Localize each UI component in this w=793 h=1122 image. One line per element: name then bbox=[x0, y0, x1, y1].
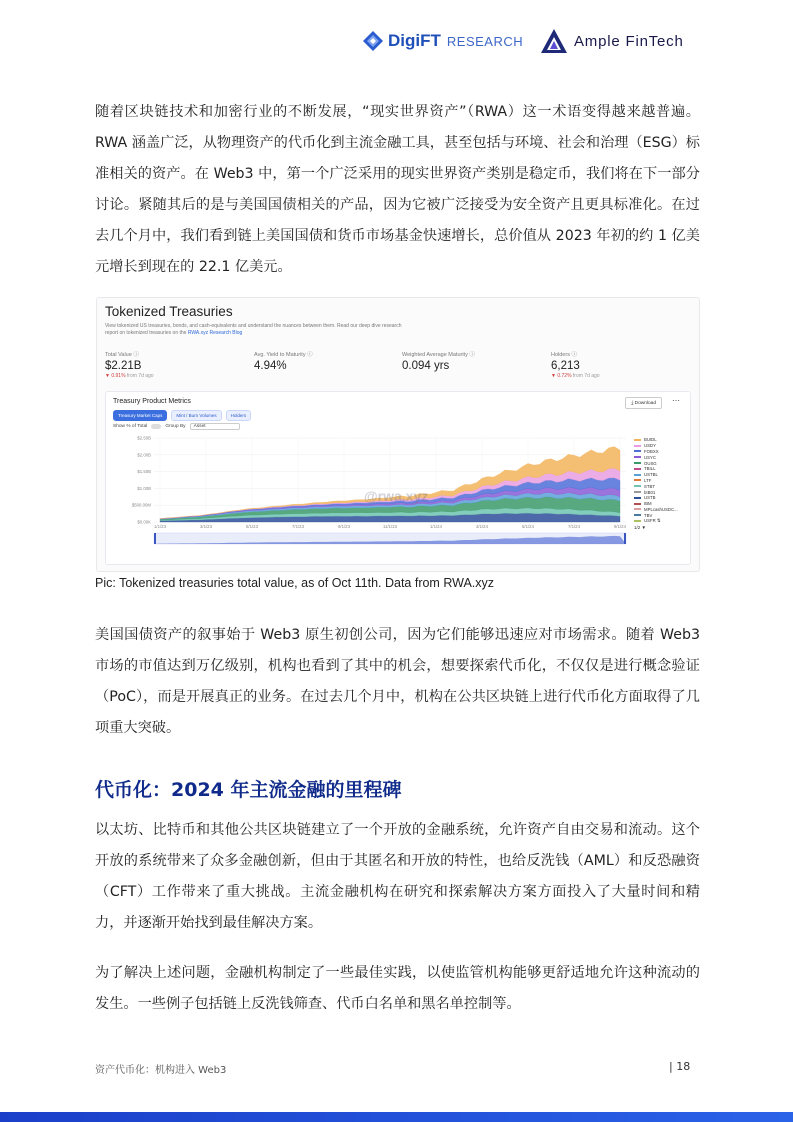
digift-research-label: RESEARCH bbox=[446, 33, 524, 49]
narrative-paragraph: 美国国债资产的叙事始于 Web3 原生初创公司，因为它们能够迅速应对市场需求。随着 Web3 市场的市值达到万亿级别，机构也看到了其中的机会，想要探索代币化，不仅仅是进行概念验证（PoC），而是开展真正的业务。在过去几个月中，机构在公共区块链上进行代币化方面取得了几项重大突破。 bbox=[95, 627, 700, 736]
ample-triangle-icon bbox=[540, 28, 568, 54]
digift-logo bbox=[362, 30, 523, 52]
x-tick-label: 5/1/23 bbox=[246, 524, 258, 529]
stat-holders bbox=[551, 350, 600, 379]
legend-label: bIB01 bbox=[644, 489, 656, 495]
more-options-icon[interactable]: ⋯ bbox=[672, 396, 680, 405]
x-tick-label: 9/1/24 bbox=[614, 524, 626, 529]
delta-value: ▼ 0.91% bbox=[105, 373, 126, 379]
tab-market-caps[interactable]: Treasury Market Caps bbox=[113, 410, 167, 421]
legend-swatch bbox=[634, 520, 641, 522]
legend-swatch bbox=[634, 514, 641, 516]
legend-label: STBT bbox=[644, 483, 655, 489]
legend-swatch bbox=[634, 508, 641, 510]
tab-holders[interactable]: Holders bbox=[226, 410, 252, 421]
stat-value: 4.94% bbox=[254, 360, 287, 372]
stat-label: Weighted Average Maturity ⓘ bbox=[402, 352, 475, 358]
page-header bbox=[362, 28, 702, 60]
stat-value: 6,213 bbox=[551, 360, 580, 372]
range-slider-handle-right bbox=[624, 533, 626, 544]
stat-value: $2.21B bbox=[105, 360, 142, 372]
x-tick-label: 3/1/23 bbox=[200, 524, 212, 529]
stat-label: Holders ⓘ bbox=[551, 352, 577, 358]
delta-note: from 7d ago bbox=[126, 373, 154, 379]
market-cap-area-chart bbox=[106, 392, 690, 564]
section-heading: 代币化：2024 年主流金融的里程碑 bbox=[95, 779, 402, 801]
y-tick-label: $1.00B bbox=[137, 485, 151, 491]
group-by-label: Group By bbox=[165, 424, 186, 429]
legend-label: FOBXX bbox=[644, 448, 659, 454]
legend-pagination[interactable]: 1/2 ▼ bbox=[634, 524, 646, 530]
legend-label: USYC bbox=[644, 454, 656, 460]
stat-value: 0.094 yrs bbox=[402, 360, 450, 372]
legend-item[interactable] bbox=[634, 518, 690, 524]
delta-value: ▼ 0.72% bbox=[551, 373, 572, 379]
y-tick-label: $2.50B bbox=[137, 435, 151, 441]
legend-label: USDY bbox=[644, 443, 656, 449]
footer-title: 资产代币化：机构进入 Web3 bbox=[95, 1065, 227, 1076]
x-tick-label: 1/1/24 bbox=[430, 524, 442, 529]
legend-label: TBILL bbox=[644, 466, 656, 472]
x-tick-label: 5/1/24 bbox=[522, 524, 534, 529]
legend-swatch bbox=[634, 474, 641, 476]
legend-swatch bbox=[634, 485, 641, 487]
ample-wordmark: Ample FinTech bbox=[574, 32, 684, 50]
y-tick-label: $500.00M bbox=[131, 502, 151, 508]
screenshot-description bbox=[105, 323, 405, 337]
stat-weighted-maturity bbox=[402, 350, 475, 372]
best-practices-paragraph: 为了解决上述问题，金融机构制定了一些最佳实践，以使监管机构能够更舒适地允许这种流动的发生。一些例子包括链上反洗钱筛查、代币白名单和黑名单控制等。 bbox=[95, 965, 700, 1012]
show-pct-label: Show % of Total bbox=[113, 424, 148, 429]
legend-swatch bbox=[634, 450, 641, 452]
legend-swatch bbox=[634, 445, 641, 447]
stat-total-value bbox=[105, 350, 154, 379]
digift-diamond-icon bbox=[362, 30, 384, 52]
panel-title: Treasury Product Metrics bbox=[113, 398, 191, 405]
stat-label: Avg. Yield to Maturity ⓘ bbox=[254, 352, 313, 358]
stat-delta bbox=[551, 373, 600, 379]
stat-label: Total Value ⓘ bbox=[105, 352, 139, 358]
legend-label: MPLcashUSDC... bbox=[644, 506, 678, 512]
intro-paragraph: 随着区块链技术和加密行业的不断发展，“现实世界资产”（RWA）这一术语变得越来越普遍。RWA 涵盖广泛，从物理资产的代币化到主流金融工具，甚至包括与环境、社会和治理（ESG）标准相关的资产。在 Web3 中，第一个广泛采用的现实世界资产类别是稳定币，我们将在下一部分讨论。紧随其后的是与美国国债相关的产品，因为它被广泛接受为安全资产且更具标准化。在过去几个月中，我们看到链上美国国债和货币市场基金快速增长，总价值从 2023 年初的约 1 亿美元增长到现在的 22.1 亿美元。 bbox=[95, 104, 700, 275]
x-tick-label: 1/1/23 bbox=[154, 524, 166, 529]
legend-swatch bbox=[634, 439, 641, 441]
research-blog-link[interactable]: RWA.xyz Research Blog bbox=[187, 330, 243, 336]
screenshot-title: Tokenized Treasuries bbox=[105, 304, 233, 319]
download-button[interactable]: ⤓ Download bbox=[625, 397, 662, 409]
legend-label: OUSG bbox=[644, 460, 657, 466]
legend-label: IBM bbox=[644, 501, 652, 507]
x-tick-label: 7/1/24 bbox=[568, 524, 580, 529]
legend-label: USTBL bbox=[644, 472, 658, 478]
legend-swatch bbox=[634, 462, 641, 464]
digift-wordmark: DigiFT bbox=[388, 31, 441, 50]
legend-swatch bbox=[634, 468, 641, 470]
legend-label: TBV bbox=[644, 512, 653, 518]
legend-label: USTB bbox=[644, 495, 656, 501]
x-tick-label: 11/1/23 bbox=[382, 524, 398, 529]
group-by-select[interactable]: Asset bbox=[190, 423, 240, 430]
x-tick-label: 9/1/23 bbox=[338, 524, 350, 529]
open-finance-paragraph: 以太坊、比特币和其他公共区块链建立了一个开放的金融系统，允许资产自由交易和流动。这个开放的系统带来了众多金融创新，但由于其匿名和开放的特性，也给反洗钱（AML）和反恐融资（CFT）工作带来了重大挑战。主流金融机构在研究和探索解决方案方面投入了大量时间和精力，并逐渐开始找到最佳解决方案。 bbox=[95, 822, 700, 931]
rwa-watermark: @rwa.xyz bbox=[364, 488, 429, 504]
delta-note: from 7d ago bbox=[572, 373, 600, 379]
x-tick-label: 3/1/24 bbox=[476, 524, 488, 529]
legend-swatch bbox=[634, 503, 641, 505]
stat-avg-yield bbox=[254, 350, 313, 372]
range-slider-handle-left bbox=[154, 533, 156, 544]
legend-swatch bbox=[634, 479, 641, 481]
legend-swatch bbox=[634, 456, 641, 458]
legend-swatch bbox=[634, 491, 641, 493]
legend-label: USFR ⇅ bbox=[644, 518, 661, 524]
legend-swatch bbox=[634, 497, 641, 499]
treasury-metrics-panel bbox=[105, 391, 691, 565]
y-tick-label: $2.00B bbox=[137, 452, 151, 458]
page-number: | 18 bbox=[669, 1060, 691, 1073]
y-tick-label: $0.00K bbox=[137, 519, 151, 525]
legend-label: BUIDL bbox=[644, 437, 657, 443]
tokenized-treasuries-screenshot bbox=[96, 297, 700, 572]
chart-legend bbox=[634, 437, 690, 530]
y-tick-label: $1.50B bbox=[137, 469, 151, 475]
tab-mint-burn[interactable]: Mint / Burn Volumes bbox=[171, 410, 221, 421]
figure-caption: Pic: Tokenized treasuries total value, as of Oct 11th. Data from RWA.xyz bbox=[95, 576, 495, 590]
legend-label: LTF bbox=[644, 477, 652, 483]
stat-delta bbox=[105, 373, 154, 379]
footer-accent-bar bbox=[0, 1112, 793, 1122]
ample-logo bbox=[540, 28, 684, 54]
description-text: View tokenized US treasuries, bonds, and cash-equivalents and understand the nuances between them. Read our deep dive research report on tokenized treasuries on the bbox=[105, 323, 402, 336]
x-tick-label: 7/1/23 bbox=[292, 524, 304, 529]
